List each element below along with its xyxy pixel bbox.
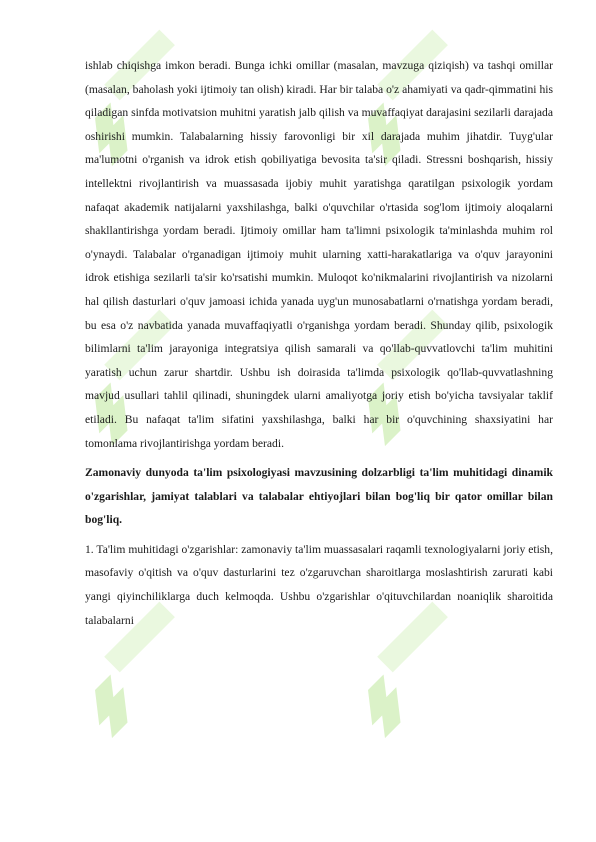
section-heading: Zamonaviy dunyoda ta'lim psixologiyasi mavzusining dolzarbligi ta'lim muhitidagi dinamik o'zgarishlar, jamiyat talablari va talabalar ehtiyojlari bilan bog'liq bir qator omillar bilan bog'liq. [85, 466, 553, 527]
body-paragraph: 1. Ta'lim muhitidagi o'zgarishlar: zamonaviy ta'lim muassasalari raqamli texnologiyalarni joriy etish, masofaviy o'qitish va o'quv dasturlarini tez o'zgaruvchan sharoitlarga moslashtirish zarurati kabi yangi qiyinchiliklarga duch kelmoqda. Ushbu o'zgarishlar o'qituvchilardan noaniqlik sharoitida talabalarni [85, 542, 553, 627]
document-body [85, 54, 553, 632]
body-paragraph: ishlab chiqishga imkon beradi. Bunga ichki omillar (masalan, mavzuga qiziqish) va tashqi omillar (masalan, baholash yoki ijtimoiy tan olish) kiradi. Har bir talaba o'z ahamiyati va qadr-qimmatini his qiladigan sinfda motivatsion muhitni yaratish jalb qilish va muvaffaqiyat darajasini sezilarli darajada oshirishi mumkin. Talabalarning hissiy farovonligi bir xil darajada muhim jihatdir. Tuyg'ular ma'lumotni o'rganish va idrok etish qobiliyatiga bevosita ta'sir qiladi. Stressni boshqarish, hissiy intellektni rivojlantirish va muassasada ijobiy muhit yaratishga qaratilgan psixologik yordam nafaqat akademik natijalarni yaxshilashga, balki o'quvchilar o'rtasida sog'lom ijtimoiy aloqalarni shakllantirishga yordam beradi. Ijtimoiy omillar ham ta'limni psixologik ta'minlashda muhim rol o'ynaydi. Talabalar o'rganadigan ijtimoiy muhit ularning xatti-harakatlariga va o'quv jarayonini idrok etishiga sezilarli ta'sir ko'rsatishi mumkin. Muloqot ko'nikmalarini rivojlantirish va nizolarni hal qilish dasturlari o'quv jamoasi ichida yanada uyg'un munosabatlarni o'rnatishga yordam beradi, bu esa o'z navbatida yanada muvaffaqiyatli o'rganishga yordam beradi. Shunday qilib, psixologik bilimlarni ta'lim jarayoniga integratsiya qilish samarali va qo'llab-quvvatlovchi ta'lim muhitini yaratish uchun zarur shartdir. Ushbu ish doirasida ta'limda psixologik qo'llab-quvvatlashning mavjud usullari tahlil qilinadi, shuningdek ularni amaliyotga joriy etish bo'yicha tavsiyalar taklif etiladi. Bu nafaqat ta'lim sifatini yaxshilashga, balki har bir o'quvchining shaxsiyatini har tomonlama rivojlantirishga yordam beradi. [85, 59, 553, 450]
